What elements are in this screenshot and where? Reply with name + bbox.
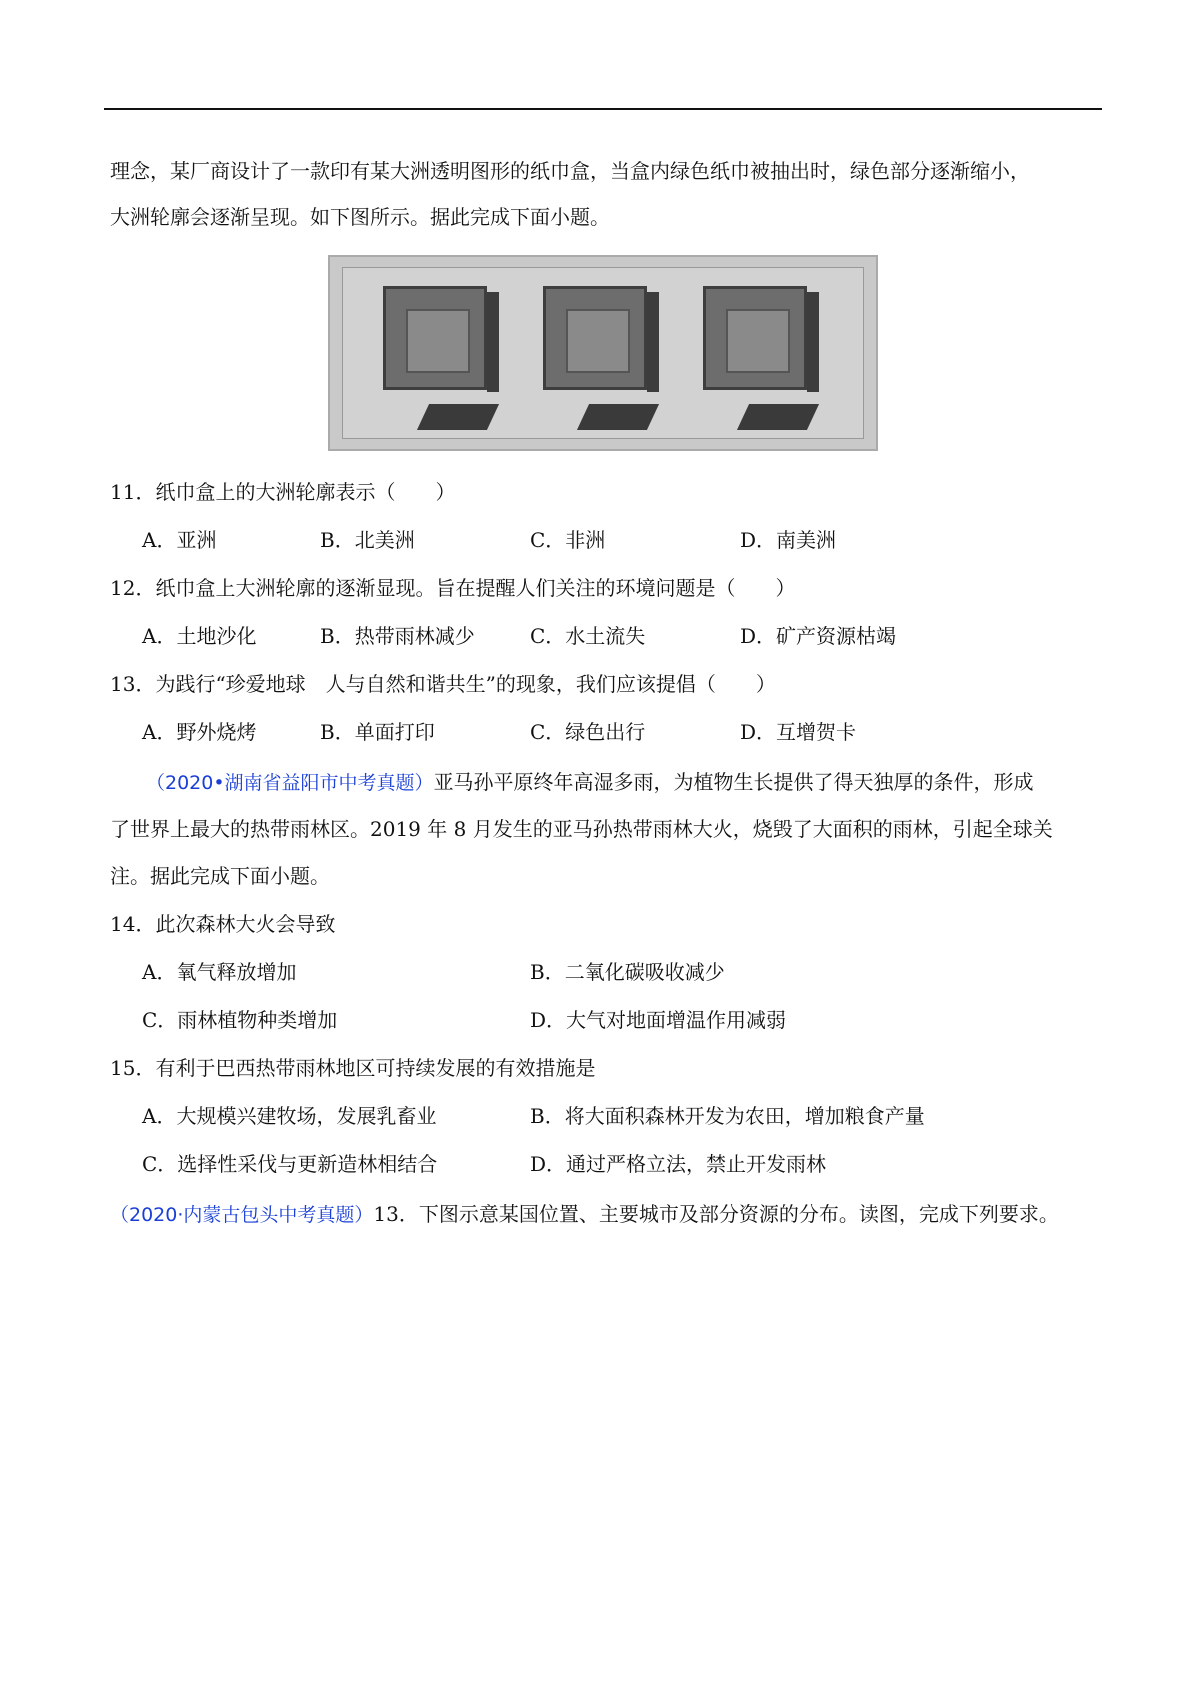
q14-option-d: D．大气对地面增温作用减弱 xyxy=(530,1008,787,1032)
tissue-box-icon xyxy=(543,286,661,396)
passage2-line-3: 注。据此完成下面小题。 xyxy=(110,864,330,888)
q13-stem: 13．为践行“珍爱地球 人与自然和谐共生”的现象，我们应该提倡（ ） xyxy=(110,672,776,696)
source-citation: （2020•湖南省益阳市中考真题） xyxy=(146,772,434,794)
q11-option-d: D．南美洲 xyxy=(740,528,837,552)
q15-stem: 15．有利于巴西热带雨林地区可持续发展的有效措施是 xyxy=(110,1056,596,1080)
q15-option-d: D．通过严格立法，禁止开发雨林 xyxy=(530,1152,827,1176)
tissue-box-figure xyxy=(328,255,878,451)
intro-line-2: 大洲轮廓会逐渐呈现。如下图所示。据此完成下面小题。 xyxy=(110,205,610,229)
passage2-line-2: 了世界上最大的热带雨林区。2019 年 8 月发生的亚马孙热带雨林大火，烧毁了大面积的雨林，引起全球关 xyxy=(110,817,1053,841)
tissue-box-icon xyxy=(703,286,821,396)
q13-option-a: A．野外烧烤 xyxy=(142,720,257,744)
q15-option-b: B．将大面积森林开发为农田，增加粮食产量 xyxy=(530,1104,925,1128)
q15-option-a: A．大规模兴建牧场，发展乳畜业 xyxy=(142,1104,437,1128)
header-rule xyxy=(104,108,1102,110)
q11-option-b: B．北美洲 xyxy=(320,528,415,552)
q14-stem: 14．此次森林大火会导致 xyxy=(110,912,336,936)
q13-option-b: B．单面打印 xyxy=(320,720,435,744)
q13-option-d: D．互增贺卡 xyxy=(740,720,857,744)
q12-option-c: C．水土流失 xyxy=(530,624,646,648)
q14-option-c: C．雨林植物种类增加 xyxy=(142,1008,338,1032)
intro-line-1: 理念，某厂商设计了一款印有某大洲透明图形的纸巾盒，当盒内绿色纸巾被抽出时，绿色部分逐渐缩小， xyxy=(110,159,1030,183)
q11-stem: 11．纸巾盒上的大洲轮廓表示（ ） xyxy=(110,480,456,504)
q11-option-c: C．非洲 xyxy=(530,528,606,552)
q13-option-c: C．绿色出行 xyxy=(530,720,646,744)
q15-option-c: C．选择性采伐与更新造林相结合 xyxy=(142,1152,438,1176)
q14-option-a: A．氧气释放增加 xyxy=(142,960,297,984)
passage2-line-1: （2020•湖南省益阳市中考真题）亚马孙平原终年高湿多雨，为植物生长提供了得天独厚的条件，形成 xyxy=(146,770,1034,794)
tissue-box-icon xyxy=(383,286,501,396)
q11-option-a: A．亚洲 xyxy=(142,528,217,552)
q12-option-b: B．热带雨林减少 xyxy=(320,624,475,648)
source-citation: （2020·内蒙古包头中考真题） xyxy=(110,1204,374,1226)
q14-option-b: B．二氧化碳吸收减少 xyxy=(530,960,725,984)
q12-option-a: A．土地沙化 xyxy=(142,624,257,648)
next-question-line: （2020·内蒙古包头中考真题）13．下图示意某国位置、主要城市及部分资源的分布。读图，完成下列要求。 xyxy=(110,1202,1059,1226)
q12-stem: 12．纸巾盒上大洲轮廓的逐渐显现。旨在提醒人们关注的环境问题是（ ） xyxy=(110,576,796,600)
q12-option-d: D．矿产资源枯竭 xyxy=(740,624,897,648)
